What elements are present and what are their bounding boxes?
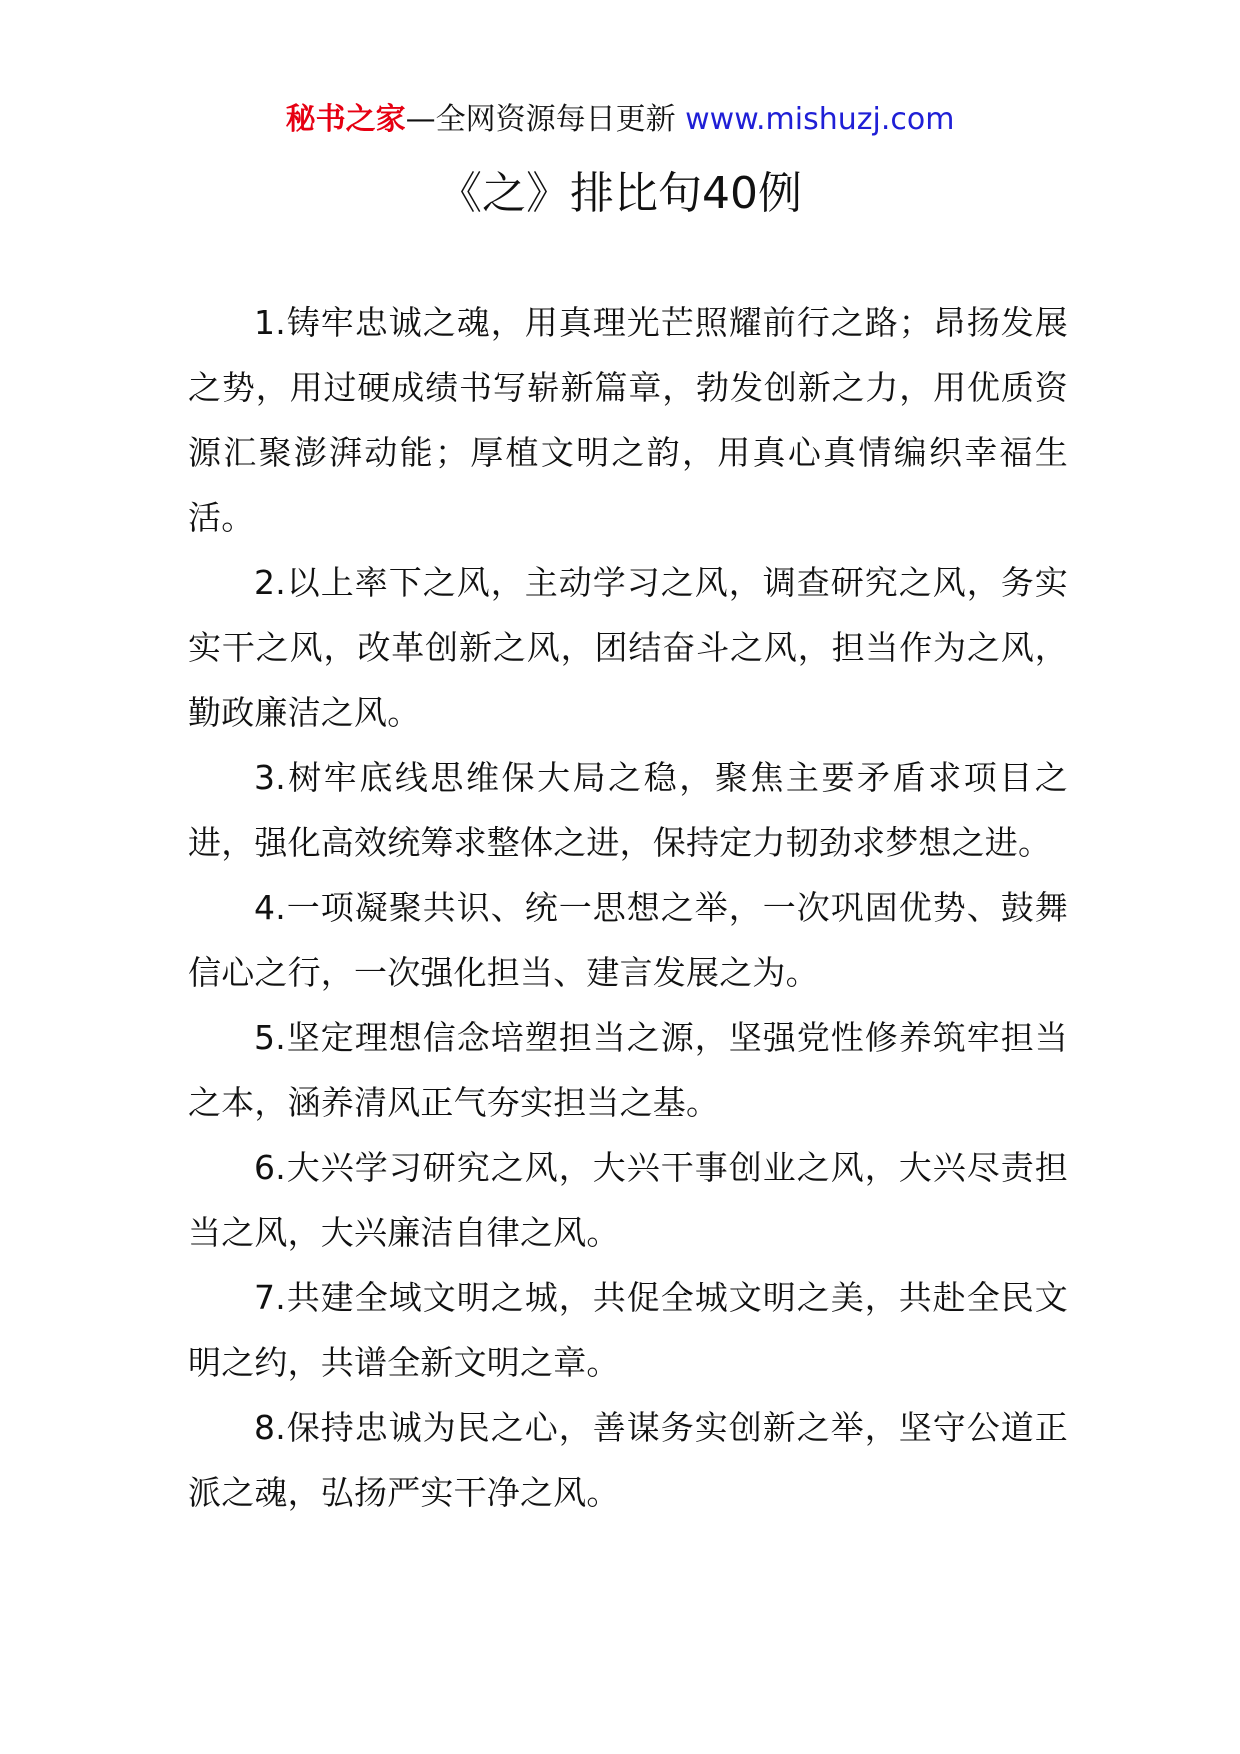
paragraph-4: 4.一项凝聚共识、统一思想之举，一次巩固优势、鼓舞信心之行，一次强化担当、建言发展之为。 <box>188 888 1068 992</box>
paragraph-2: 2.以上率下之风，主动学习之风，调查研究之风，务实实干之风，改革创新之风，团结奋斗之风，担当作为之风，勤政廉洁之风。 <box>188 563 1068 732</box>
paragraph-8: 8.保持忠诚为民之心，善谋务实创新之举，坚守公道正派之魂，弘扬严实干净之风。 <box>188 1408 1068 1512</box>
document-body <box>188 290 1068 1525</box>
paragraph-3: 3.树牢底线思维保大局之稳，聚焦主要矛盾求项目之进，强化高效统筹求整体之进，保持定力韧劲求梦想之进。 <box>188 758 1068 862</box>
brand-name: 秘书之家 <box>285 102 406 137</box>
paragraph-6: 6.大兴学习研究之风，大兴干事创业之风，大兴尽责担当之风，大兴廉洁自律之风。 <box>188 1148 1068 1252</box>
paragraph-7: 7.共建全域文明之城，共促全城文明之美，共赴全民文明之约，共谱全新文明之章。 <box>188 1278 1068 1382</box>
site-header <box>0 100 1240 140</box>
paragraph-5: 5.坚定理想信念培塑担当之源，坚强党性修养筑牢担当之本，涵养清风正气夯实担当之基。 <box>188 1018 1068 1122</box>
document-title: 《之》排比句40例 <box>438 168 802 219</box>
header-slogan: —全网资源每日更新 <box>405 102 686 137</box>
site-url-link[interactable]: www.mishuzj.com <box>685 102 955 137</box>
paragraph-1: 1.铸牢忠诚之魂，用真理光芒照耀前行之路；昂扬发展之势，用过硬成绩书写崭新篇章，勃发创新之力，用优质资源汇聚澎湃动能；厚植文明之韵，用真心真情编织幸福生活。 <box>188 303 1068 537</box>
